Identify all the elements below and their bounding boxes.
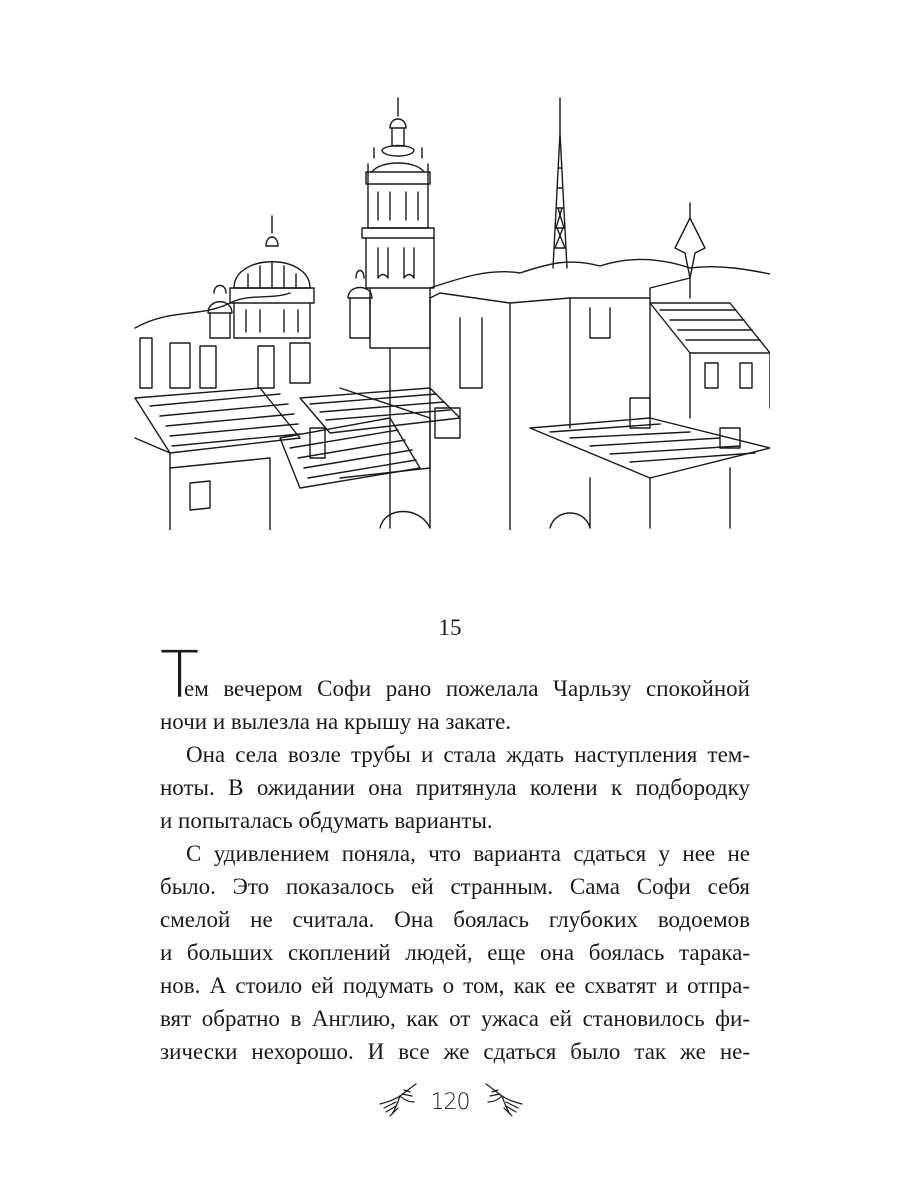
text-line-content: ем вечером Софи рано пожелала Чарльзу спокойной: [184, 676, 750, 701]
page-number: 120: [430, 1090, 470, 1115]
text-line: Она села возле трубы и стала ждать наступления тем-: [186, 742, 750, 767]
text-line: и попыталась обдумать варианты.: [160, 808, 493, 833]
text-line: зически нехорошо. И все же сдаться было так же не-: [160, 1039, 750, 1064]
chapter-number: 15: [438, 615, 462, 640]
text-line: С удивлением поняла, что варианта сдаться у нее не: [186, 841, 750, 866]
text-line: ноты. В ожидании она притянула колени к подбородку: [160, 775, 750, 800]
text-line: смелой не считала. Она боялась глубоких водоемов: [160, 907, 750, 932]
page-footer: [0, 1082, 900, 1128]
text-line: ночи и вылезла на крышу на закате.: [160, 709, 512, 734]
text-line: было. Это показалось ей странным. Сама Софи себя: [160, 874, 750, 899]
rooftops-illustration: [130, 88, 770, 530]
body-text: [160, 639, 750, 1068]
text-line: вят обратно в Англию, как от ужаса ей становилось фи-: [160, 1006, 750, 1031]
swallow-icon: [378, 1082, 418, 1127]
text-line: [160, 639, 750, 713]
swallow-icon: [484, 1082, 524, 1127]
text-line: нов. А стоило ей подумать о том, как ее схватят и отпра-: [160, 973, 750, 998]
text-line: и больших скоплений людей, еще она боялась тарака-: [160, 940, 750, 965]
drop-cap: Т: [160, 639, 200, 713]
